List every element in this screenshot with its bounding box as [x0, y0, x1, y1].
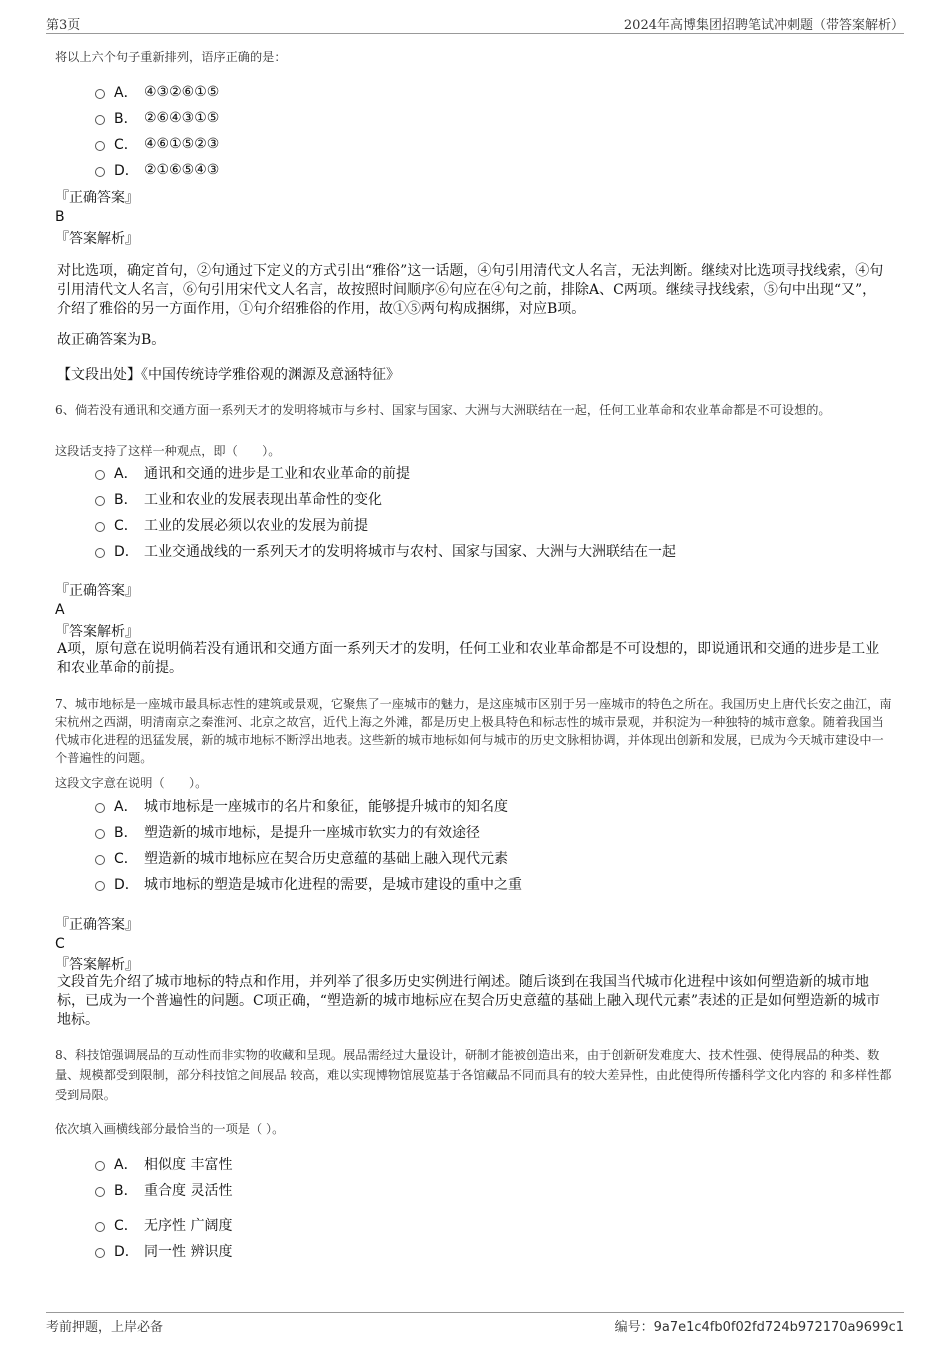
radio-icon[interactable] — [95, 89, 105, 99]
q8-option-a[interactable]: A． 相似度 丰富性 — [95, 1151, 895, 1177]
q5-answer: B — [55, 209, 65, 225]
q8-option-d[interactable]: D． 同一性 辨识度 — [95, 1238, 895, 1264]
q8-option-c[interactable]: C． 无序性 广阔度 — [95, 1212, 895, 1238]
q7-option-d[interactable]: D． 城市地标的塑造是城市化进程的需要，是城市建设的重中之重 — [95, 871, 895, 897]
q7-option-a[interactable]: A． 城市地标是一座城市的名片和象征，能够提升城市的知名度 — [95, 793, 895, 819]
document-code — [615, 1316, 904, 1335]
q5-option-c[interactable]: C． ④⑥①⑤②③ — [95, 131, 895, 157]
radio-icon[interactable] — [95, 803, 105, 813]
q5-answer-label: 『正确答案』 — [55, 190, 139, 206]
document-code-label: 编号： — [614, 1320, 654, 1335]
q7-answer-label: 『正确答案』 — [55, 917, 139, 933]
q7-option-c[interactable]: C． 塑造新的城市地标应在契合历史意蕴的基础上融入现代元素 — [95, 845, 895, 871]
page-header — [46, 13, 904, 34]
q6-option-d[interactable]: D． 工业交通战线的一系列天才的发明将城市与农村、国家与国家、大洲与大洲联结在一起 — [95, 538, 895, 564]
q5-prompt: 将以上六个句子重新排列，语序正确的是： — [55, 50, 287, 64]
q5-option-b[interactable]: B． ②⑥④③①⑤ — [95, 105, 895, 131]
q6-analysis-label: 『答案解析』 — [55, 624, 139, 640]
page-footer — [46, 1312, 904, 1335]
q6-option-b[interactable]: B． 工业和农业的发展表现出革命性的变化 — [95, 486, 895, 512]
q6-answer-label: 『正确答案』 — [55, 583, 139, 599]
q7-stem: 7、城市地标是一座城市最具标志性的建筑或景观，它聚焦了一座城市的魅力，是这座城市区别于另一座城市的特色之所在。我国历史上唐代长安之曲江，南宋杭州之西湖，明清南京之秦淮河、北京之故宫，近代上海之外滩，都是历史上极具特色和标志性的城市景观，并积淀为一种独特的城市意象。随着我国当代城市化进程的迅猛发展，新的城市地标不断浮出地表。这些新的城市地标如何与城市的历史文脉相协调，并体现出创新和发展，已成为今天城市建设中一个普遍性的问题。 — [55, 697, 892, 765]
radio-icon[interactable] — [95, 115, 105, 125]
q6-option-a[interactable]: A． 通讯和交通的进步是工业和农业革命的前提 — [95, 460, 895, 486]
radio-icon[interactable] — [95, 470, 105, 480]
q6-question: 这段话支持了这样一种观点，即（ ）。 — [55, 444, 281, 458]
q6-answer: A — [55, 602, 65, 618]
q5-option-a[interactable]: A． ④③②⑥①⑤ — [95, 79, 895, 105]
q7-question: 这段文字意在说明（ ）。 — [55, 776, 208, 790]
page-number: 第3页 — [46, 18, 81, 33]
radio-icon[interactable] — [95, 1161, 105, 1171]
radio-icon[interactable] — [95, 548, 105, 558]
q8-options-group-2 — [95, 1212, 895, 1264]
q5-options — [95, 79, 895, 183]
radio-icon[interactable] — [95, 1187, 105, 1197]
radio-icon[interactable] — [95, 829, 105, 839]
q6-stem: 6、倘若没有通讯和交通方面一系列天才的发明将城市与乡村、国家与国家、大洲与大洲联结在一起，任何工业革命和农业革命都是不可设想的。 — [55, 403, 831, 417]
q5-conclusion: 故正确答案为B。 — [57, 332, 166, 348]
q8-options-group-1 — [95, 1151, 895, 1203]
radio-icon[interactable] — [95, 1222, 105, 1232]
radio-icon[interactable] — [95, 881, 105, 891]
q7-answer: C — [55, 936, 65, 952]
radio-icon[interactable] — [95, 167, 105, 177]
radio-icon[interactable] — [95, 855, 105, 865]
q5-option-d[interactable]: D． ②①⑥⑤④③ — [95, 157, 895, 183]
q5-source: 【文段出处】《中国传统诗学雅俗观的渊源及意涵特征》 — [57, 367, 400, 383]
radio-icon[interactable] — [95, 496, 105, 506]
radio-icon[interactable] — [95, 522, 105, 532]
radio-icon[interactable] — [95, 141, 105, 151]
q7-option-b[interactable]: B． 塑造新的城市地标，是提升一座城市软实力的有效途径 — [95, 819, 895, 845]
radio-icon[interactable] — [95, 1248, 105, 1258]
footer-slogan: 考前押题，上岸必备 — [46, 1320, 164, 1335]
q5-analysis: 对比选项，确定首句，②句通过下定义的方式引出“雅俗”这一话题，④句引用清代文人名言，无法判断。继续对比选项寻找线索，④句引用清代文人名言，⑥句引用宋代文人名言，故按照时间顺序⑥句应在④句之前，排除A、C两项。继续寻找线索，⑤句中出现“又”，介绍了雅俗的另一方面作用，①句介绍雅俗的作用，故①⑤两句构成捆绑，对应B项。 — [57, 263, 884, 317]
document-title: 2024年高博集团招聘笔试冲刺题（带答案解析） — [623, 18, 904, 33]
q6-options — [95, 460, 895, 564]
q8-stem: 8、科技馆强调展品的互动性而非实物的收藏和呈现。展品需经过大量设计，研制才能被创造出来，由于创新研发难度大、技术性强、使得展品的种类、数量、规模都受到限制，部分科技馆之间展品 较高，难以实现博物馆展览基于各馆藏品不同而具有的较大差异性，由此使得所传播科学文化内容的 和多样性都受到局限。 — [55, 1048, 892, 1102]
q6-analysis: A项，原句意在说明倘若没有通讯和交通方面一系列天才的发明，任何工业和农业革命都是不可设想的，即说通讯和交通的进步是工业和农业革命的前提。 — [57, 641, 880, 676]
q7-analysis: 文段首先介绍了城市地标的特点和作用，并列举了很多历史实例进行阐述。随后谈到在我国当代城市化进程中该如何塑造新的城市地标，已成为一个普遍性的问题。C项正确，“塑造新的城市地标应在契合历史意蕴的基础上融入现代元素”表述的正是如何塑造新的城市地标。 — [57, 974, 881, 1028]
q6-option-c[interactable]: C． 工业的发展必须以农业的发展为前提 — [95, 512, 895, 538]
q5-analysis-label: 『答案解析』 — [55, 231, 139, 247]
q7-analysis-label: 『答案解析』 — [55, 957, 139, 973]
q7-options — [95, 793, 895, 897]
q8-question: 依次填入画横线部分最恰当的一项是（ ）。 — [55, 1122, 285, 1136]
document-code-value: 9a7e1c4fb0f02fd724b972170a9699c1 — [653, 1320, 904, 1335]
q8-option-b[interactable]: B． 重合度 灵活性 — [95, 1177, 895, 1203]
